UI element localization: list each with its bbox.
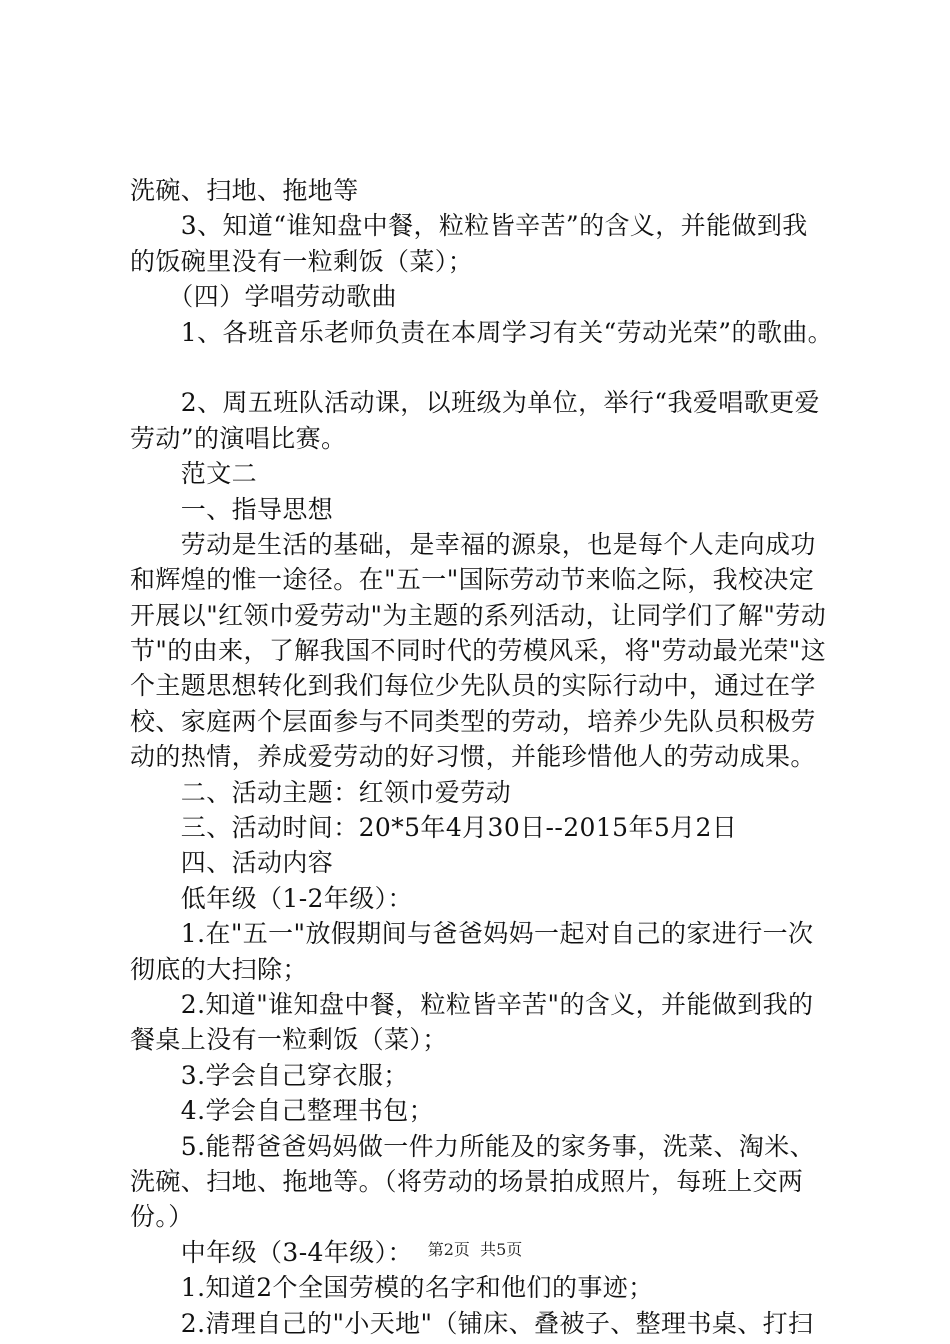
blank-line xyxy=(130,350,850,385)
subsection-heading: 低年级（1-2年级）： xyxy=(130,883,413,913)
text-line: 开展以"红领巾爱劳动"为主题的系列活动，让同学们了解"劳动 xyxy=(130,600,827,630)
text-line: 餐桌上没有一粒剩饭（菜）； xyxy=(130,1025,448,1055)
section-heading: 范文二 xyxy=(130,459,258,489)
text-line: 个主题思想转化到我们每位少先队员的实际行动中，通过在学 xyxy=(130,671,816,701)
text-line: 劳动”的演唱比赛。 xyxy=(130,423,347,453)
text-line: 洗碗、扫地、拖地等 xyxy=(130,176,359,205)
text-line: 份。） xyxy=(130,1202,194,1232)
text-line: 彻底的大扫除； xyxy=(130,954,308,984)
text-line: 2、周五班队活动课，以班级为单位，举行“我爱唱歌更爱 xyxy=(130,388,820,418)
section-heading: 一、指导思想 xyxy=(130,494,334,524)
section-heading: 四、活动内容 xyxy=(130,848,334,878)
text-line: 4.学会自己整理书包； xyxy=(130,1096,435,1126)
document-body xyxy=(130,173,850,1341)
text-line: 2.清理自己的"小天地"（铺床、叠被子、整理书桌、打扫 xyxy=(130,1308,814,1338)
page-number-footer: 第2页 共5页 xyxy=(427,1240,523,1259)
text-line: 校、家庭两个层面参与不同类型的劳动，培养少先队员积极劳 xyxy=(130,706,816,736)
text-line: 1.知道2个全国劳模的名字和他们的事迹； xyxy=(130,1273,654,1303)
text-line: 3.学会自己穿衣服； xyxy=(130,1060,409,1090)
text-line: 洗碗、扫地、拖地等。（将劳动的场景拍成照片，每班上交两 xyxy=(130,1166,804,1196)
text-line: 劳动是生活的基础，是幸福的源泉，也是每个人走向成功 xyxy=(130,529,816,559)
text-line: 和辉煌的惟一途径。在"五一"国际劳动节来临之际，我校决定 xyxy=(130,565,815,595)
text-line: 3、知道“谁知盘中餐，粒粒皆辛苦”的含义，并能做到我 xyxy=(130,211,808,241)
section-heading: （四）学唱劳动歌曲 xyxy=(130,282,397,312)
text-line: 5.能帮爸爸妈妈做一件力所能及的家务事，洗菜、淘米、 xyxy=(130,1131,816,1161)
text-line: 的饭碗里没有一粒剩饭（菜）； xyxy=(130,246,474,276)
text-line: 1.在"五一"放假期间与爸爸妈妈一起对自己的家进行一次 xyxy=(130,919,814,949)
text-line: 节"的由来，了解我国不同时代的劳模风采，将"劳动最光荣"这 xyxy=(130,636,827,666)
section-heading: 三、活动时间：20*5年4月30日--2015年5月2日 xyxy=(130,813,738,843)
section-heading: 二、活动主题：红领巾爱劳动 xyxy=(130,777,512,807)
text-line: 2.知道"谁知盘中餐，粒粒皆辛苦"的含义，并能做到我的 xyxy=(130,989,814,1019)
text-line: 1、各班音乐老师负责在本周学习有关“劳动光荣”的歌曲。 xyxy=(130,317,834,347)
text-line: 动的热情，养成爱劳动的好习惯，并能珍惜他人的劳动成果。 xyxy=(130,742,816,772)
subsection-heading: 中年级（3-4年级）： xyxy=(130,1237,413,1267)
